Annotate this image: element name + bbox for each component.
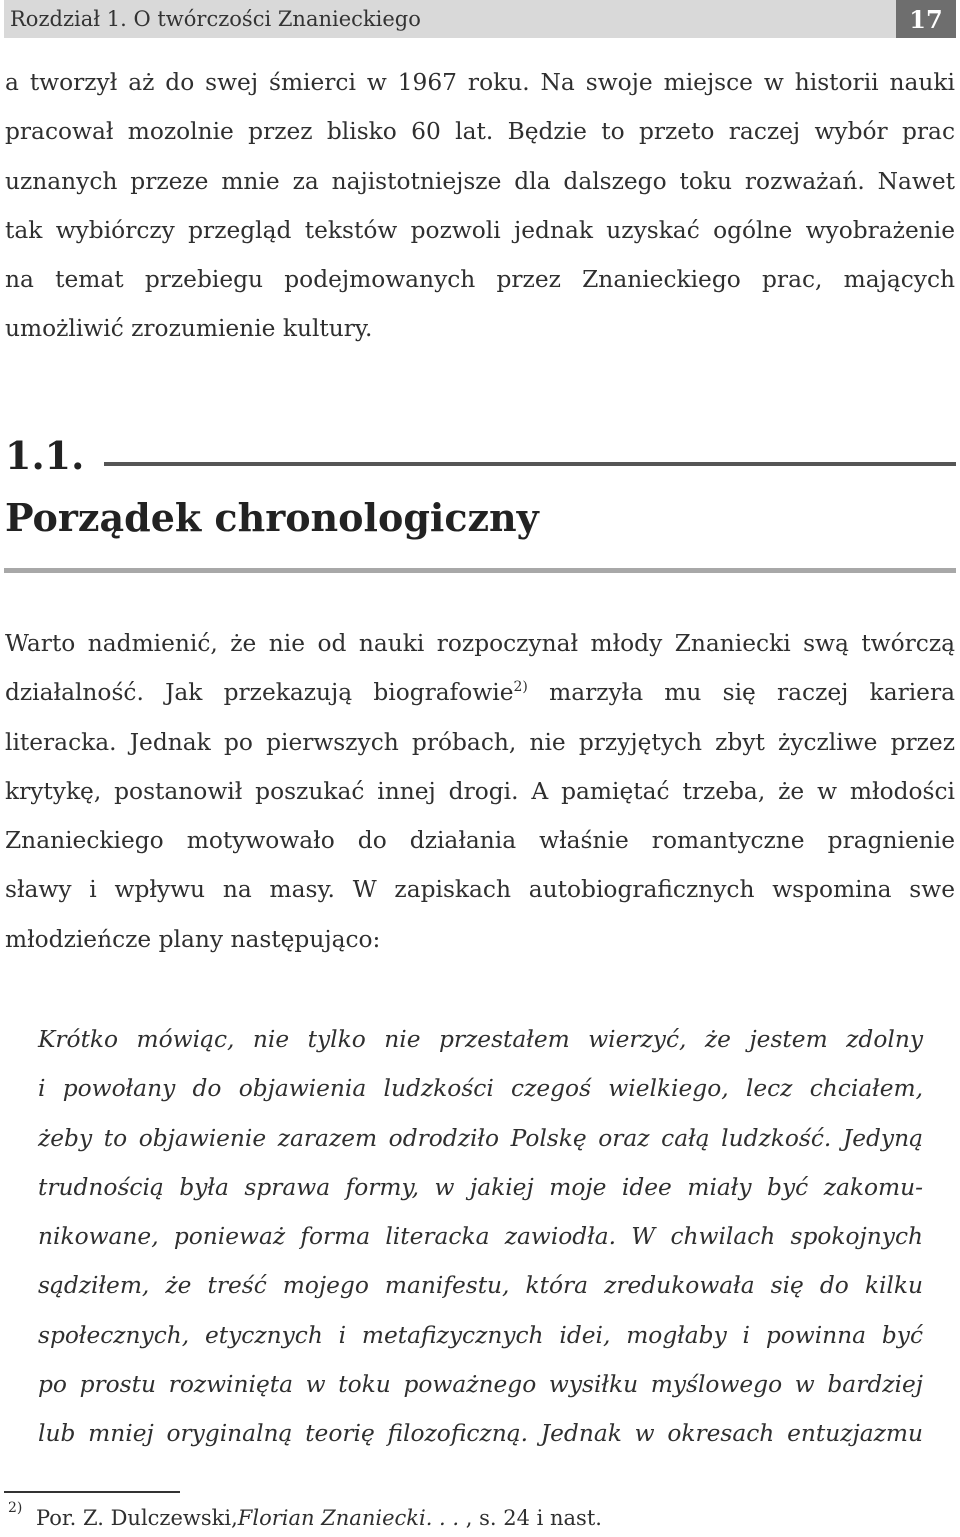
paragraph-main <box>5 619 955 964</box>
footnote-ref: 2) <box>513 679 528 696</box>
footnote <box>8 1500 602 1530</box>
footnote-mark: 2) <box>8 1500 23 1516</box>
footnote-rule <box>4 1491 180 1493</box>
text-line: krytykę, postanowił poszukać innej drogi. A pamiętać trzeba, że w młodości <box>5 777 955 805</box>
section-number: 1.1. <box>5 433 85 478</box>
text-line: umożliwić zrozumienie kultury. <box>5 315 373 343</box>
text-line: na temat przebiegu podejmowanych przez Znanieckiego prac, mających <box>5 266 955 294</box>
text-line: młodzieńcze plany następująco: <box>5 925 381 953</box>
block-quote <box>38 1015 923 1459</box>
text-line: tak wybiórczy przegląd tekstów pozwoli jednak uzyskać ogólne wyobrażenie <box>5 216 955 244</box>
section-divider <box>4 568 956 573</box>
quote-line: sądziłem, że treść mojego manifestu, która zredukowała się do kilku <box>38 1272 923 1300</box>
quote-line: żeby to objawienie zarazem odrodziło Polskę oraz całą ludzkość. Jedyną <box>38 1124 923 1152</box>
quote-line: po prostu rozwinięta w toku poważnego wysiłku myślowego w bardziej <box>38 1371 923 1399</box>
section-title: Porządek chronologiczny <box>5 495 539 540</box>
text-line: Warto nadmienić, że nie od nauki rozpoczynał młody Znaniecki swą twórczą <box>5 630 955 657</box>
text-line: Znanieckiego motywowało do działania właśnie romantyczne pragnienie <box>5 827 955 855</box>
section-rule <box>104 462 956 466</box>
text-line: literacka. Jednak po pierwszych próbach, nie przyjętych zbyt życzliwe przez <box>5 728 955 756</box>
text-segment: działalność. Jak przekazują biografowie <box>5 679 514 707</box>
text-line: uznanych przeze mnie za najistotniejsze dla dalszego toku rozważań. Nawet <box>5 167 955 195</box>
quote-line: i powołany do objawienia ludzkości czegoś wielkiego, lecz chciałem, <box>38 1075 923 1103</box>
quote-line: Krótko mówiąc, nie tylko nie przestałem wierzyć, że jestem zdolny <box>38 1026 923 1053</box>
quote-line: społecznych, etycznych i metafizycznych idei, mogłaby i powinna być <box>38 1321 923 1349</box>
quote-line: lub mniej oryginalną teorię filozoficzną. Jednak w okresach entuzjazmu <box>38 1420 923 1448</box>
text-line: sławy i wpływu na masy. W zapiskach autobiograficznych wspomina swe <box>5 876 955 904</box>
text-line: pracował mozolnie przez blisko 60 lat. Będzie to przeto raczej wybór prac <box>5 118 955 146</box>
running-title: Rozdział 1. O twórczości Znanieckiego <box>10 7 421 31</box>
page-number: 17 <box>896 0 956 38</box>
footnote-title: Florian Znaniecki. . . <box>237 1506 466 1530</box>
running-header <box>4 0 956 38</box>
quote-line: trudnością była sprawa formy, w jakiej moje idee miały być zakomu- <box>38 1173 923 1201</box>
text-line <box>5 668 955 717</box>
paragraph-intro <box>5 58 955 354</box>
text-segment: marzyła mu się raczej kariera <box>527 679 955 707</box>
footnote-text-end: , s. 24 i nast. <box>465 1506 602 1530</box>
footnote-text: Por. Z. Dulczewski, <box>36 1506 238 1530</box>
quote-line: nikowane, ponieważ forma literacka zawiodła. W chwilach spokojnych <box>38 1223 923 1251</box>
text-line: a tworzył aż do swej śmierci w 1967 roku. Na swoje miejsce w historii nauki <box>5 69 955 96</box>
